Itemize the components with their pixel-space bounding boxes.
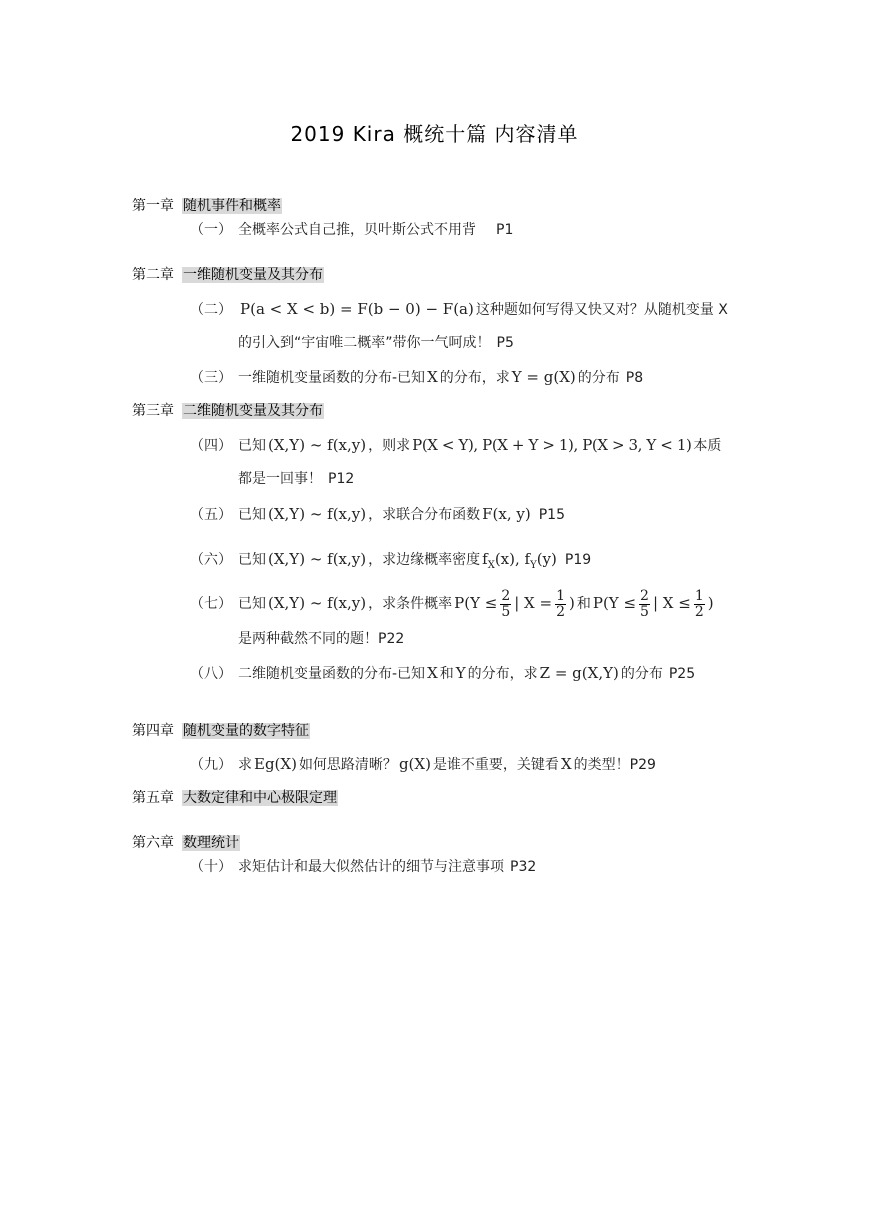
item-9 [190, 755, 656, 774]
item-text: 已知 [238, 507, 266, 523]
formula: P(a < X < b) = F(b − 0) − F(a) [240, 300, 474, 318]
item-text: 的分布 [620, 666, 663, 682]
page-ref: P1 [496, 222, 514, 238]
item-6 [190, 550, 591, 575]
chapter-1 [132, 197, 282, 215]
formula: P(Y ≤ [592, 594, 637, 612]
formula: $f_X(x)$, $f_Y(y)$ [482, 550, 557, 571]
item-number: （四） [190, 438, 232, 454]
item-text: 已知 [238, 552, 266, 568]
chapter-number: 第五章 [132, 790, 174, 806]
chapter-name: 数理统计 [183, 835, 239, 851]
formula: ) [569, 594, 575, 612]
item-text: 的类型！ [573, 757, 630, 773]
item-2 [190, 300, 728, 319]
chapter-3 [132, 402, 324, 420]
item-2-line-2 [238, 334, 514, 352]
formula: (X,Y) ~ f(x,y) [268, 550, 367, 568]
item-number: （九） [190, 757, 232, 773]
item-text: 二维随机变量函数的分布-已知 [238, 666, 426, 682]
chapter-name: 随机变量的数字特征 [183, 723, 309, 739]
item-text: 的引入到“宇宙唯二概率”带你一气呵成！ [238, 335, 491, 351]
formula: (X,Y) ~ f(x,y) [268, 436, 367, 454]
item-text: 这种题如何写得又快又对？从随机变量 X [475, 302, 728, 318]
item-number: （十） [190, 859, 232, 875]
item-7-line-2 [238, 630, 404, 648]
item-text: 是谁不重要，关键看 [432, 757, 559, 773]
item-text: 的分布，求 [439, 370, 510, 386]
item-text: 是两种截然不同的题！ [238, 631, 378, 647]
item-text: 本质 [693, 438, 722, 454]
item-text: 全概率公式自己推，贝叶斯公式不用背 [238, 222, 476, 238]
item-text: ，则求 [368, 438, 411, 454]
formula: X [427, 368, 438, 386]
formula: F(x, y) [482, 505, 531, 523]
page-ref: P32 [510, 859, 537, 875]
item-number: （一） [190, 222, 232, 238]
item-1 [190, 221, 513, 239]
item-number: （五） [190, 507, 232, 523]
formula: (X,Y) ~ f(x,y) [268, 505, 367, 523]
page-ref: P5 [496, 335, 514, 351]
chapter-5 [132, 789, 338, 807]
page-ref: P19 [564, 552, 592, 568]
item-5 [190, 505, 565, 524]
chapter-number: 第四章 [132, 723, 174, 739]
formula: P(Y ≤ [454, 594, 498, 612]
item-text: ，求联合分布函数 [368, 507, 481, 523]
formula: P(X < Y), P(X + Y > 1), P(X > 3, Y < 1) [412, 436, 692, 454]
fraction: $\frac{1}{2}$ [556, 587, 565, 620]
formula: X [560, 755, 572, 773]
chapter-number: 第一章 [132, 198, 174, 214]
item-4-line-2 [238, 470, 354, 488]
page-ref: P22 [378, 631, 405, 647]
fraction: $\frac{2}{5}$ [640, 587, 649, 620]
item-text: 已知 [238, 596, 266, 612]
formula: Y = g(X) [511, 368, 576, 386]
formula: X [427, 664, 438, 682]
chapter-name: 二维随机变量及其分布 [183, 403, 323, 419]
item-number: （八） [190, 666, 232, 682]
fraction: $\frac{1}{2}$ [694, 587, 704, 620]
page-ref: P12 [328, 471, 355, 487]
item-text: 的分布 [577, 370, 620, 386]
page-ref: P29 [629, 757, 656, 773]
item-4 [190, 436, 721, 455]
page-ref: P8 [625, 370, 644, 386]
formula: | X = [514, 594, 553, 612]
formula: g(X) [398, 755, 431, 773]
item-8 [190, 664, 695, 683]
chapter-name: 一维随机变量及其分布 [183, 267, 323, 283]
formula: Eg(X) [254, 755, 297, 773]
formula: Z = g(X,Y) [539, 664, 619, 682]
formula: (X,Y) ~ f(x,y) [268, 594, 367, 612]
item-text: 和 [439, 666, 454, 682]
chapter-number: 第三章 [132, 403, 174, 419]
page-ref: P25 [668, 666, 696, 682]
formula: Y [455, 664, 466, 682]
item-3 [190, 368, 643, 387]
item-text: 已知 [238, 438, 266, 454]
chapter-number: 第六章 [132, 835, 174, 851]
chapter-name: 随机事件和概率 [183, 198, 281, 214]
page-title: 2019 Kira 概统十篇 内容清单 [290, 122, 579, 146]
item-10 [190, 858, 536, 876]
formula: ) [707, 594, 714, 612]
page-ref: P15 [538, 507, 565, 523]
item-number: （二） [190, 302, 232, 318]
item-text: 一维随机变量函数的分布-已知 [238, 370, 426, 386]
item-text: 和 [576, 596, 591, 612]
chapter-number: 第二章 [132, 267, 174, 283]
chapter-name: 大数定律和中心极限定理 [183, 790, 337, 806]
item-text: ，求边缘概率密度 [368, 552, 481, 568]
chapter-2 [132, 266, 324, 284]
item-text: 求矩估计和最大似然估计的细节与注意事项 [238, 859, 504, 875]
item-text: 都是一回事！ [238, 471, 322, 487]
item-text: 求 [238, 757, 252, 773]
item-7 [190, 583, 716, 624]
item-text: ，求条件概率 [368, 596, 453, 612]
item-number: （七） [190, 596, 232, 612]
formula: | X ≤ [652, 594, 691, 612]
fraction: $\frac{2}{5}$ [501, 587, 511, 620]
item-number: （六） [190, 552, 232, 568]
item-text: 如何思路清晰？ [298, 757, 397, 773]
item-text: 的分布，求 [467, 666, 538, 682]
item-number: （三） [190, 370, 232, 386]
chapter-6 [132, 834, 240, 852]
chapter-4 [132, 722, 310, 740]
